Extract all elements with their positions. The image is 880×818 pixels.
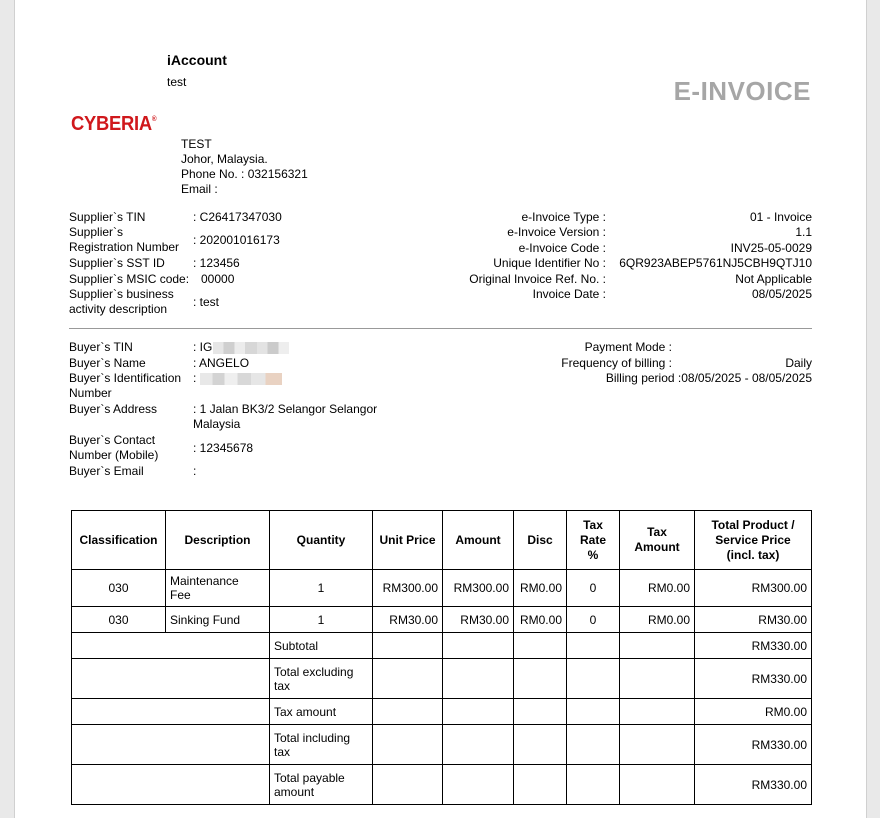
invoice-page (14, 0, 867, 818)
summary-blank (443, 765, 514, 805)
supplier-name: TEST (181, 137, 212, 151)
summary-blank (620, 725, 695, 765)
col-amount: Amount (443, 511, 514, 570)
buyer-address-label: Buyer`s Address (69, 402, 158, 416)
buyer-contact-label: Buyer`s Contact Number (Mobile) (69, 433, 159, 463)
summary-row-total-excluding-tax (72, 659, 812, 699)
unique-id-label: Unique Identifier No : (493, 256, 606, 270)
buyer-email-label: Buyer`s Email (69, 464, 144, 478)
redacted-tin (213, 342, 289, 354)
supplier-email: Email : (181, 182, 218, 196)
billing-period-value: 08/05/2025 - 08/05/2025 (681, 371, 812, 385)
original-ref-value: Not Applicable (735, 272, 812, 286)
summary-label: Total payable amount (270, 765, 373, 805)
summary-blank (373, 699, 443, 725)
redacted-id-number (200, 373, 282, 385)
summary-row-tax-amount (72, 699, 812, 725)
einvoice-version-value: 1.1 (795, 225, 812, 239)
einvoice-type-label: e-Invoice Type : (521, 210, 606, 224)
original-ref-label: Original Invoice Ref. No. : (469, 272, 606, 286)
summary-row-total-payable (72, 765, 812, 805)
company-name: iAccount (167, 52, 227, 68)
document-title: E-INVOICE (673, 76, 811, 106)
cell-classification: 030 (72, 570, 166, 607)
logo-text: CYBERIA (71, 113, 152, 135)
supplier-location: Johor, Malaysia. (181, 152, 268, 166)
cell-disc: RM0.00 (514, 570, 567, 607)
cell-description: Sinking Fund (166, 607, 270, 633)
summary-blank (514, 765, 567, 805)
cell-amount: RM30.00 (443, 607, 514, 633)
summary-label: Total including tax (270, 725, 373, 765)
summary-blank (567, 725, 620, 765)
summary-value: RM330.00 (695, 659, 812, 699)
buyer-address-value: : 1 Jalan BK3/2 Selangor Selangor Malaysia (193, 402, 378, 432)
buyer-tin-value: : IG (193, 340, 289, 355)
col-unit-price: Unit Price (373, 511, 443, 570)
summary-blank (567, 659, 620, 699)
col-classification: Classification (72, 511, 166, 570)
invoice-date-label: Invoice Date : (532, 287, 606, 301)
supplier-activity-label: Supplier`s business activity description (69, 287, 174, 317)
summary-label: Subtotal (270, 633, 373, 659)
einvoice-code-value: INV25-05-0029 (730, 241, 812, 255)
invoice-items-table (71, 510, 812, 805)
summary-value: RM330.00 (695, 633, 812, 659)
summary-blank (443, 699, 514, 725)
buyer-email-value: : (193, 464, 197, 478)
summary-blank (514, 699, 567, 725)
buyer-id-label: Buyer`s Identification Number (69, 371, 182, 401)
summary-blank (72, 699, 270, 725)
buyer-id-value: : (193, 371, 282, 386)
cell-quantity: 1 (270, 570, 373, 607)
cell-quantity: 1 (270, 607, 373, 633)
table-header-row (72, 511, 812, 570)
einvoice-type-value: 01 - Invoice (749, 210, 812, 224)
billing-frequency-label: Frequency of billing : (561, 356, 672, 370)
summary-row-subtotal (72, 633, 812, 659)
summary-blank (620, 633, 695, 659)
summary-blank (72, 765, 270, 805)
payment-mode-label: Payment Mode : (584, 340, 672, 354)
supplier-sst-label: Supplier`s SST ID (69, 256, 165, 270)
supplier-activity-value: : test (193, 295, 220, 309)
summary-blank (443, 633, 514, 659)
buyer-name-label: Buyer`s Name (69, 356, 146, 370)
einvoice-version-label: e-Invoice Version : (507, 225, 606, 239)
cell-tax-amount: RM0.00 (620, 607, 695, 633)
supplier-msic-label: Supplier`s MSIC code: (69, 272, 190, 286)
summary-value: RM330.00 (695, 725, 812, 765)
summary-row-total-including-tax (72, 725, 812, 765)
col-disc: Disc (514, 511, 567, 570)
summary-blank (373, 725, 443, 765)
col-description: Description (166, 511, 270, 570)
summary-blank (567, 765, 620, 805)
summary-blank (72, 633, 270, 659)
cell-tax-amount: RM0.00 (620, 570, 695, 607)
billing-period-label: Billing period : (605, 371, 682, 385)
cell-tax-rate: 0 (567, 607, 620, 633)
supplier-sst-value: : 123456 (193, 256, 240, 270)
summary-label: Total excluding tax (270, 659, 373, 699)
summary-blank (620, 659, 695, 699)
supplier-reg-label: Supplier`s Registration Number (69, 225, 180, 255)
summary-blank (443, 725, 514, 765)
company-logo (71, 113, 156, 136)
summary-blank (620, 699, 695, 725)
col-tax-amount: Tax Amount (620, 511, 695, 570)
einvoice-code-label: e-Invoice Code : (518, 241, 606, 255)
invoice-date-value: 08/05/2025 (751, 287, 812, 301)
unique-id-value: 6QR923ABEP5761NJ5CBH9QTJ10 (619, 256, 812, 270)
summary-blank (72, 659, 270, 699)
summary-blank (620, 765, 695, 805)
table-row (72, 607, 812, 633)
cell-tax-rate: 0 (567, 570, 620, 607)
cell-unit-price: RM30.00 (373, 607, 443, 633)
supplier-msic-value: 00000 (201, 272, 235, 286)
supplier-tin-label: Supplier`s TIN (69, 210, 146, 224)
cell-amount: RM300.00 (443, 570, 514, 607)
buyer-contact-value: : 12345678 (193, 441, 254, 455)
buyer-name-value: : ANGELO (193, 356, 250, 370)
summary-label: Tax amount (270, 699, 373, 725)
summary-blank (567, 699, 620, 725)
cell-description: Maintenance Fee (166, 570, 270, 607)
section-divider (69, 328, 812, 329)
cell-unit-price: RM300.00 (373, 570, 443, 607)
cell-total: RM30.00 (695, 607, 812, 633)
cell-disc: RM0.00 (514, 607, 567, 633)
summary-blank (72, 725, 270, 765)
summary-blank (514, 725, 567, 765)
supplier-tin-value: : C26417347030 (193, 210, 282, 224)
table-row (72, 570, 812, 607)
summary-blank (514, 659, 567, 699)
billing-period (606, 371, 812, 386)
cell-total: RM300.00 (695, 570, 812, 607)
supplier-reg-value: : 202001016173 (193, 233, 280, 247)
buyer-tin-label: Buyer`s TIN (69, 340, 133, 354)
supplier-phone: Phone No. : 032156321 (181, 167, 308, 181)
summary-blank (443, 659, 514, 699)
summary-blank (514, 633, 567, 659)
summary-blank (373, 659, 443, 699)
cell-classification: 030 (72, 607, 166, 633)
registered-mark: ® (151, 116, 157, 123)
summary-blank (567, 633, 620, 659)
company-subtitle: test (167, 75, 187, 89)
summary-blank (373, 765, 443, 805)
summary-blank (373, 633, 443, 659)
col-total: Total Product / Service Price (incl. tax) (695, 511, 812, 570)
summary-value: RM330.00 (695, 765, 812, 805)
summary-value: RM0.00 (695, 699, 812, 725)
col-tax-rate: Tax Rate % (567, 511, 620, 570)
col-quantity: Quantity (270, 511, 373, 570)
billing-frequency-value: Daily (785, 356, 812, 370)
